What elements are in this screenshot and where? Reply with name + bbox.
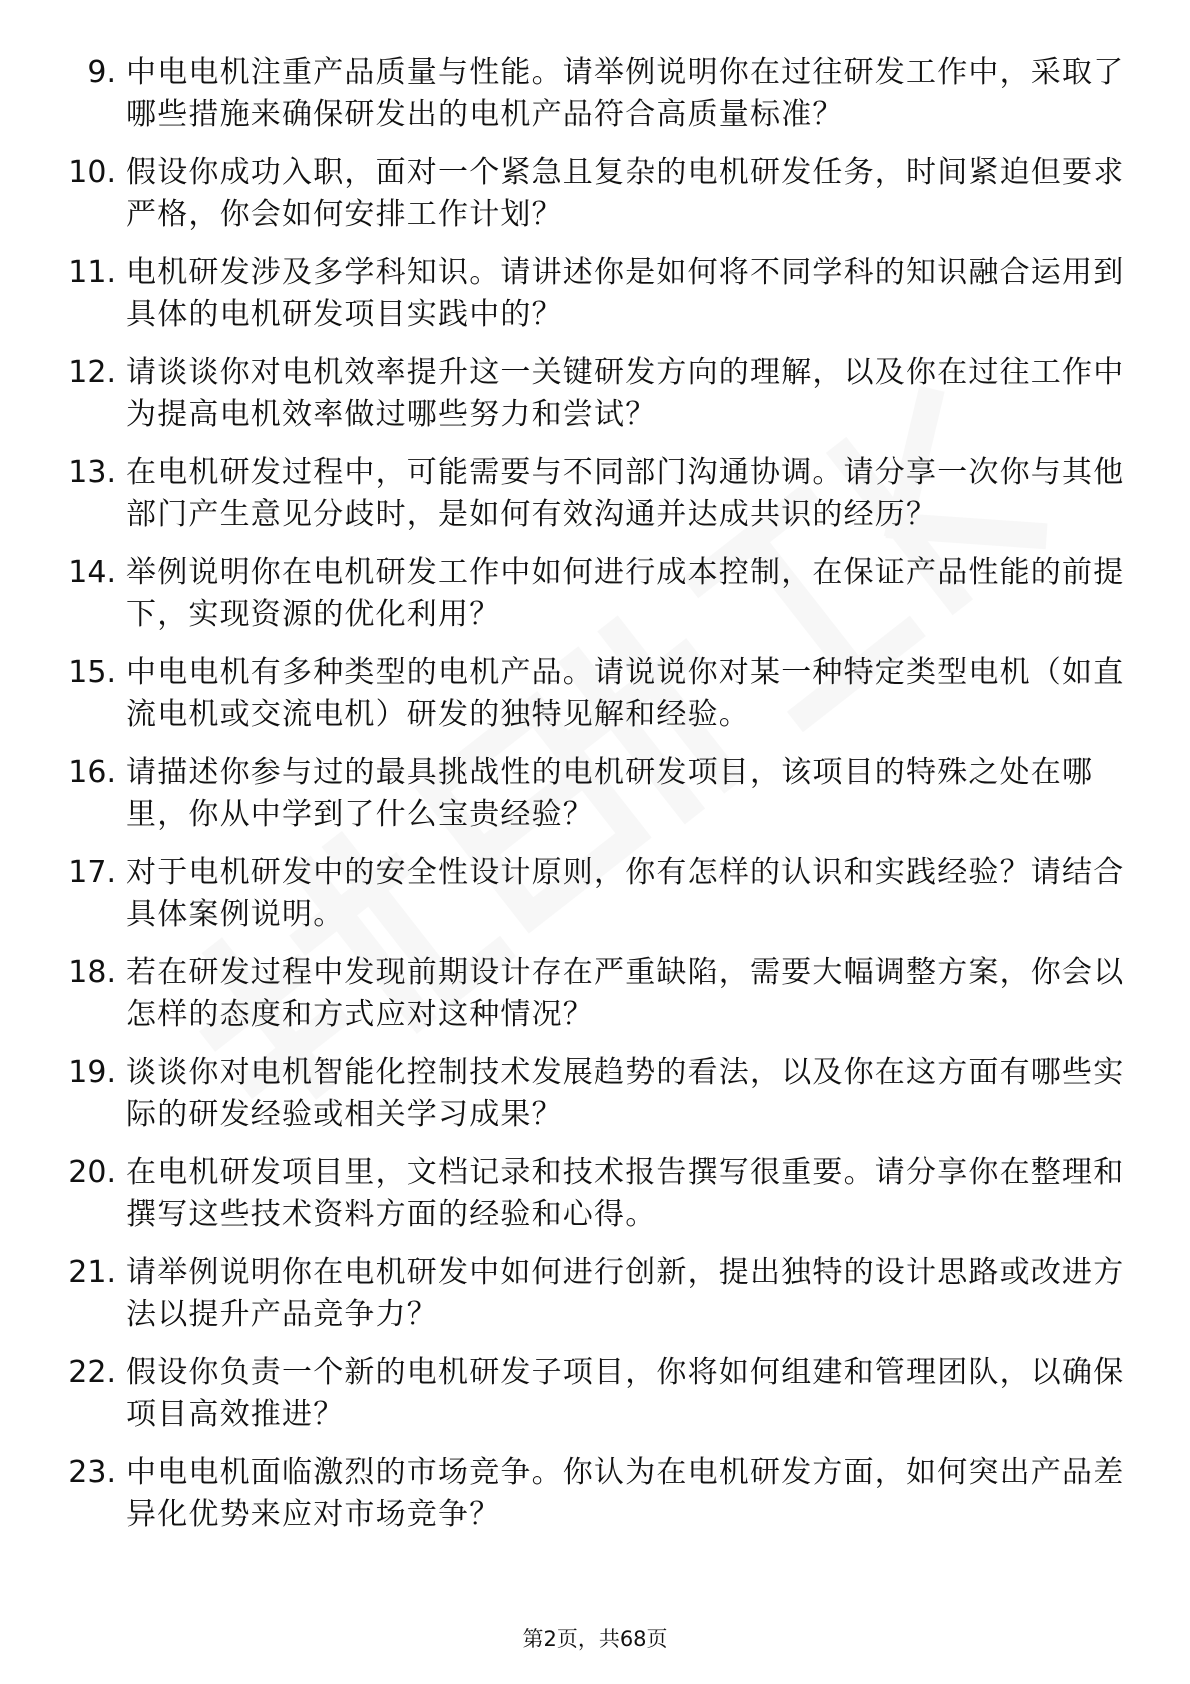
question-text: 对于电机研发中的安全性设计原则，你有怎样的认识和实践经验？请结合具体案例说明。 (126, 855, 1125, 932)
question-item (58, 752, 1138, 835)
question-text: 请描述你参与过的最具挑战性的电机研发项目，该项目的特殊之处在哪里，你从中学到了什么宝贵经验？ (126, 755, 1094, 832)
question-number: 19. (68, 1055, 116, 1090)
question-item (58, 1152, 1138, 1235)
question-text: 谈谈你对电机智能化控制技术发展趋势的看法，以及你在这方面有哪些实际的研发经验或相关学习成果？ (126, 1055, 1125, 1132)
question-number: 14. (68, 555, 116, 590)
question-item (58, 252, 1138, 335)
question-number: 10. (68, 155, 116, 190)
question-text: 假设你成功入职，面对一个紧急且复杂的电机研发任务，时间紧迫但要求严格，你会如何安排工作计划？ (126, 155, 1125, 232)
question-item (58, 552, 1138, 635)
question-number: 13. (68, 455, 116, 490)
question-item (58, 1452, 1138, 1535)
question-list (58, 52, 1138, 1552)
question-number: 15. (68, 655, 116, 690)
question-number: 12. (68, 355, 116, 390)
question-text: 请谈谈你对电机效率提升这一关键研发方向的理解，以及你在过往工作中为提高电机效率做过哪些努力和尝试？ (126, 355, 1125, 432)
question-text: 中电电机注重产品质量与性能。请举例说明你在过往研发工作中，采取了哪些措施来确保研发出的电机产品符合高质量标准？ (126, 55, 1125, 132)
question-item (58, 452, 1138, 535)
question-number: 22. (68, 1355, 116, 1390)
question-item (58, 1352, 1138, 1435)
page-number-footer: 第2页，共68页 (522, 1627, 668, 1651)
question-item (58, 352, 1138, 435)
question-text: 请举例说明你在电机研发中如何进行创新，提出独特的设计思路或改进方法以提升产品竞争力？ (126, 1255, 1125, 1332)
question-text: 中电电机有多种类型的电机产品。请说说你对某一种特定类型电机（如直流电机或交流电机）研发的独特见解和经验。 (126, 655, 1125, 732)
question-text: 中电电机面临激烈的市场竞争。你认为在电机研发方面，如何突出产品差异化优势来应对市场竞争？ (126, 1455, 1125, 1532)
question-text: 电机研发涉及多学科知识。请讲述你是如何将不同学科的知识融合运用到具体的电机研发项目实践中的？ (126, 255, 1125, 332)
question-number: 23. (68, 1455, 116, 1490)
question-item (58, 1052, 1138, 1135)
question-text: 举例说明你在电机研发工作中如何进行成本控制，在保证产品性能的前提下，实现资源的优化利用？ (126, 555, 1125, 632)
question-item (58, 1252, 1138, 1335)
question-number: 9. (87, 55, 116, 90)
question-number: 17. (68, 855, 116, 890)
question-text: 若在研发过程中发现前期设计存在严重缺陷，需要大幅调整方案，你会以怎样的态度和方式应对这种情况？ (126, 955, 1125, 1032)
question-number: 16. (68, 755, 116, 790)
question-item (58, 852, 1138, 935)
question-item (58, 52, 1138, 135)
question-number: 18. (68, 955, 116, 990)
question-item (58, 652, 1138, 735)
question-item (58, 152, 1138, 235)
question-number: 20. (68, 1155, 116, 1190)
question-item (58, 952, 1138, 1035)
question-text: 在电机研发过程中，可能需要与不同部门沟通协调。请分享一次你与其他部门产生意见分歧时，是如何有效沟通并达成共识的经历？ (126, 455, 1125, 532)
question-text: 假设你负责一个新的电机研发子项目，你将如何组建和管理团队，以确保项目高效推进？ (126, 1355, 1125, 1432)
question-number: 21. (68, 1255, 116, 1290)
question-number: 11. (68, 255, 116, 290)
question-text: 在电机研发项目里，文档记录和技术报告撰写很重要。请分享你在整理和撰写这些技术资料方面的经验和心得。 (126, 1155, 1125, 1232)
